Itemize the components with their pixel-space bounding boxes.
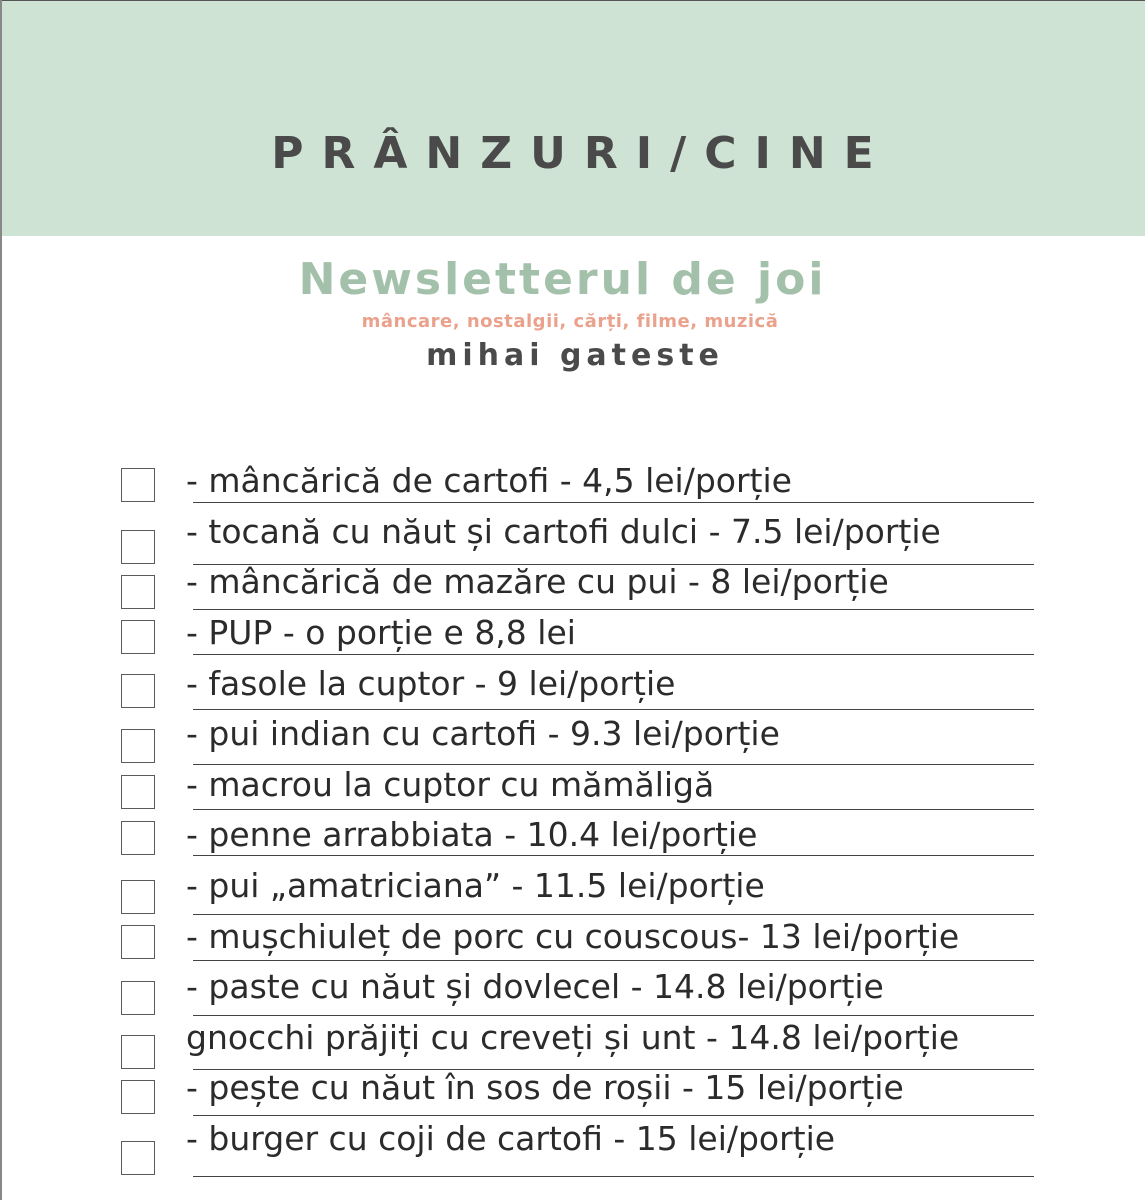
menu-item-label: - tocană cu năut și cartofi dulci - 7.5 lei/porție	[186, 512, 941, 551]
menu-item-checkbox[interactable]	[121, 468, 155, 502]
menu-item-label: gnocchi prăjiți cu creveți și unt - 14.8 lei/porție	[186, 1018, 960, 1057]
menu-item-label: - paste cu năut și dovlecel - 14.8 lei/porție	[186, 967, 884, 1006]
menu-item-underline	[193, 914, 1034, 915]
menu-item-underline	[193, 709, 1034, 710]
menu-item-checkbox[interactable]	[121, 880, 155, 914]
menu-item-checkbox[interactable]	[121, 620, 155, 654]
menu-item-checkbox[interactable]	[121, 1141, 155, 1175]
menu-item-checkbox[interactable]	[121, 575, 155, 609]
menu-item-checkbox[interactable]	[121, 674, 155, 708]
menu-item-checkbox[interactable]	[121, 775, 155, 809]
menu-item-label: - mâncărică de mazăre cu pui - 8 lei/porție	[186, 562, 889, 601]
newsletter-name: Newsletterul de joi	[298, 254, 827, 305]
menu-item-label: - pește cu năut în sos de roșii - 15 lei/porție	[186, 1068, 904, 1107]
newsletter-author: mihai gateste	[426, 338, 724, 373]
menu-item-underline	[193, 654, 1034, 655]
menu-item-checkbox[interactable]	[121, 925, 155, 959]
menu-item-label: - pui „amatriciana” - 11.5 lei/porție	[186, 866, 765, 905]
menu-item-checkbox[interactable]	[121, 530, 155, 564]
menu-item-underline	[193, 1176, 1034, 1177]
menu-item-underline	[193, 609, 1034, 610]
menu-item-label: - mușchiuleț de porc cu couscous- 13 lei/porție	[186, 917, 960, 956]
menu-item-label: - PUP - o porție e 8,8 lei	[186, 613, 576, 652]
menu-item-underline	[193, 960, 1034, 961]
menu-item-underline	[193, 855, 1034, 856]
menu-item-checkbox[interactable]	[121, 729, 155, 763]
menu-item-label: - penne arrabbiata - 10.4 lei/porție	[186, 815, 758, 854]
menu-item-label: - fasole la cuptor - 9 lei/porție	[186, 664, 676, 703]
menu-item-label: - macrou la cuptor cu mămăligă	[186, 765, 715, 804]
menu-item-checkbox[interactable]	[121, 821, 155, 855]
menu-item-checkbox[interactable]	[121, 1035, 155, 1069]
menu-item-label: - burger cu coji de cartofi - 15 lei/porție	[186, 1119, 836, 1158]
menu-item-checkbox[interactable]	[121, 981, 155, 1015]
menu-item-underline	[193, 1115, 1034, 1116]
menu-item-underline	[193, 502, 1034, 503]
menu-item-checkbox[interactable]	[121, 1080, 155, 1114]
page-title: PRÂNZURI/CINE	[271, 128, 892, 179]
newsletter-tagline: mâncare, nostalgii, cărți, filme, muzică	[361, 311, 779, 332]
menu-item-label: - pui indian cu cartofi - 9.3 lei/porție	[186, 714, 780, 753]
menu-item-underline	[193, 1015, 1034, 1016]
menu-item-label: - mâncărică de cartofi - 4,5 lei/porție	[186, 461, 792, 500]
menu-item-underline	[193, 809, 1034, 810]
